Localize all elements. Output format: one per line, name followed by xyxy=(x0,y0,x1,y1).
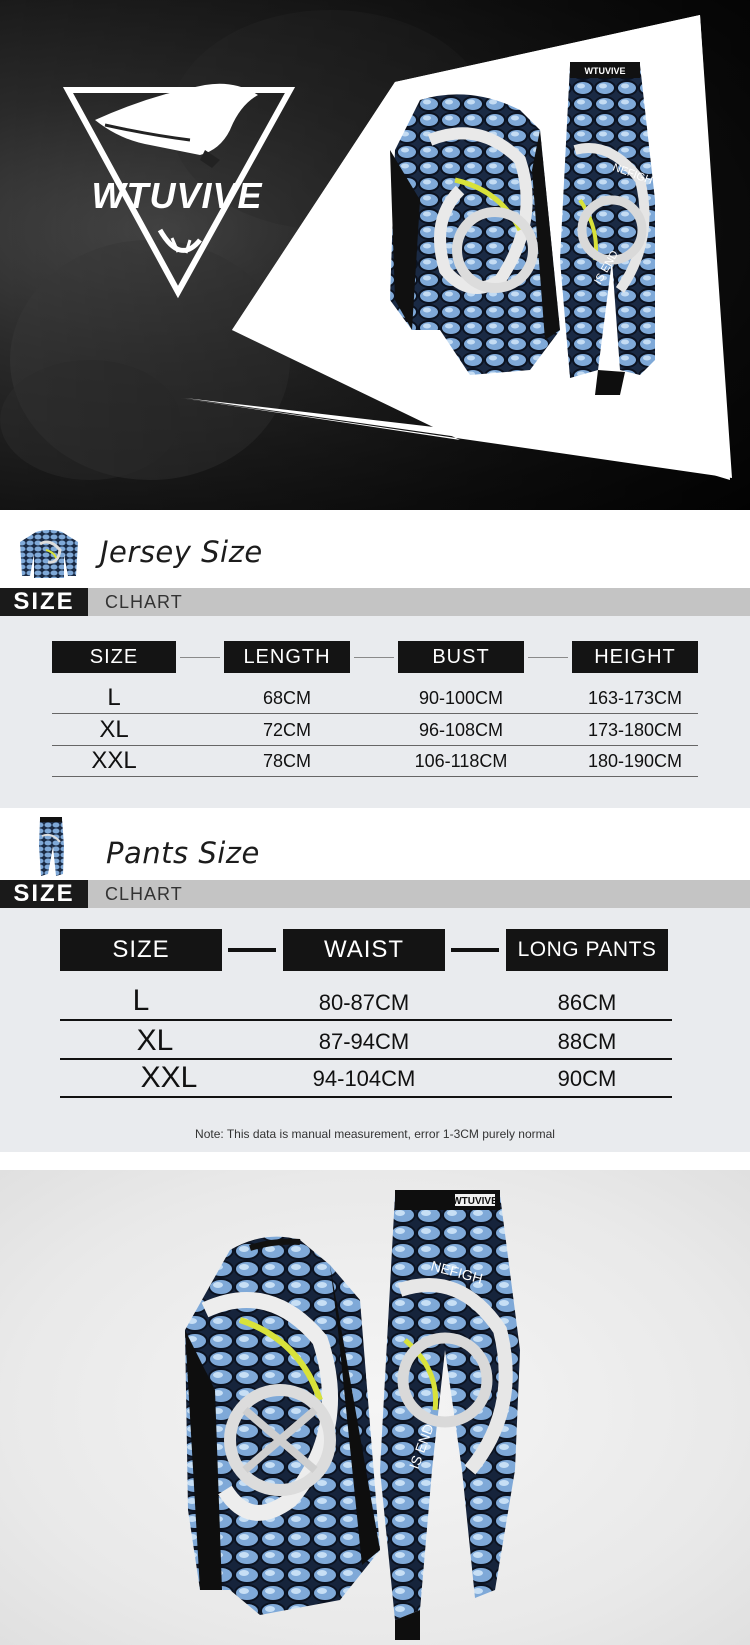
pants-product xyxy=(380,1190,520,1640)
header-divider xyxy=(354,657,394,658)
pants-header-size: SIZE xyxy=(60,929,222,971)
jersey-header-bust: BUST xyxy=(398,641,524,673)
table-cell: 163-173CM xyxy=(587,688,683,708)
header-divider xyxy=(180,657,220,658)
svg-text:WTUVIVE: WTUVIVE xyxy=(452,1196,498,1207)
row-divider xyxy=(52,776,698,777)
header-divider xyxy=(528,657,568,658)
header-divider xyxy=(228,948,276,952)
svg-text:WTUVIVE: WTUVIVE xyxy=(584,66,626,76)
svg-text:IS END: IS END xyxy=(405,1421,437,1472)
row-divider xyxy=(52,713,698,714)
jersey-section-title: Jersey Size xyxy=(100,535,263,569)
table-cell: L xyxy=(107,684,121,711)
pants-thumbnail-icon xyxy=(36,816,66,878)
svg-text:IS END: IS END xyxy=(592,248,621,287)
brand-name: WTUVIVE xyxy=(91,175,263,216)
pants-header-waist: WAIST xyxy=(283,929,445,971)
pants-section-header xyxy=(0,808,750,880)
table-cell: 94-104CM xyxy=(312,1066,416,1091)
table-cell: 68CM xyxy=(262,688,311,708)
table-cell: 90CM xyxy=(557,1066,617,1091)
table-cell: 96-108CM xyxy=(418,720,504,740)
header-divider xyxy=(451,948,499,952)
jersey-product xyxy=(185,1237,380,1615)
row-divider xyxy=(60,1058,672,1060)
jersey-section-header xyxy=(0,510,750,588)
measurement-note: Note: This data is manual measurement, error 1-3CM purely normal xyxy=(195,1127,555,1141)
size-bar-label: CLHART xyxy=(105,592,183,612)
table-cell: XL xyxy=(99,716,129,743)
table-cell: 88CM xyxy=(557,1029,617,1054)
table-cell: L xyxy=(132,984,150,1017)
table-cell: 78CM xyxy=(262,751,311,771)
table-cell: 80-87CM xyxy=(318,990,410,1015)
table-cell: XXL xyxy=(91,747,137,774)
table-cell: 86CM xyxy=(557,990,617,1015)
pants-header-long-pants: LONG PANTS xyxy=(506,929,668,971)
product-photo xyxy=(0,1170,750,1645)
product-set-image xyxy=(0,1170,750,1645)
table-cell: 180-190CM xyxy=(587,751,683,771)
table-cell: XL xyxy=(136,1024,174,1057)
table-cell: 87-94CM xyxy=(318,1029,410,1054)
size-tag: SIZE xyxy=(0,880,88,908)
jersey-header-size: SIZE xyxy=(52,641,176,673)
table-cell: 106-118CM xyxy=(414,751,508,771)
hero-background xyxy=(0,0,750,510)
table-cell: 72CM xyxy=(262,720,311,740)
svg-text:NEFIGH: NEFIGH xyxy=(429,1257,485,1287)
table-cell: 173-180CM xyxy=(587,720,683,740)
row-divider xyxy=(60,1019,672,1021)
table-cell: XXL xyxy=(140,1061,198,1094)
row-divider xyxy=(60,1096,672,1098)
pants-size-bar xyxy=(0,880,750,908)
jersey-header-height: HEIGHT xyxy=(572,641,698,673)
table-cell: 90-100CM xyxy=(418,688,504,708)
hero-banner xyxy=(0,0,750,510)
jersey-size-bar xyxy=(0,588,750,616)
svg-text:NEFIGH: NEFIGH xyxy=(610,161,655,188)
jersey-header-length: LENGTH xyxy=(224,641,350,673)
jersey-thumbnail-icon xyxy=(18,528,80,580)
size-tag: SIZE xyxy=(0,588,88,616)
jersey-size-table xyxy=(0,616,750,808)
pants-size-table xyxy=(0,908,750,1152)
size-bar-label: CLHART xyxy=(105,884,183,904)
row-divider xyxy=(52,745,698,746)
pants-section-title: Pants Size xyxy=(106,836,260,870)
